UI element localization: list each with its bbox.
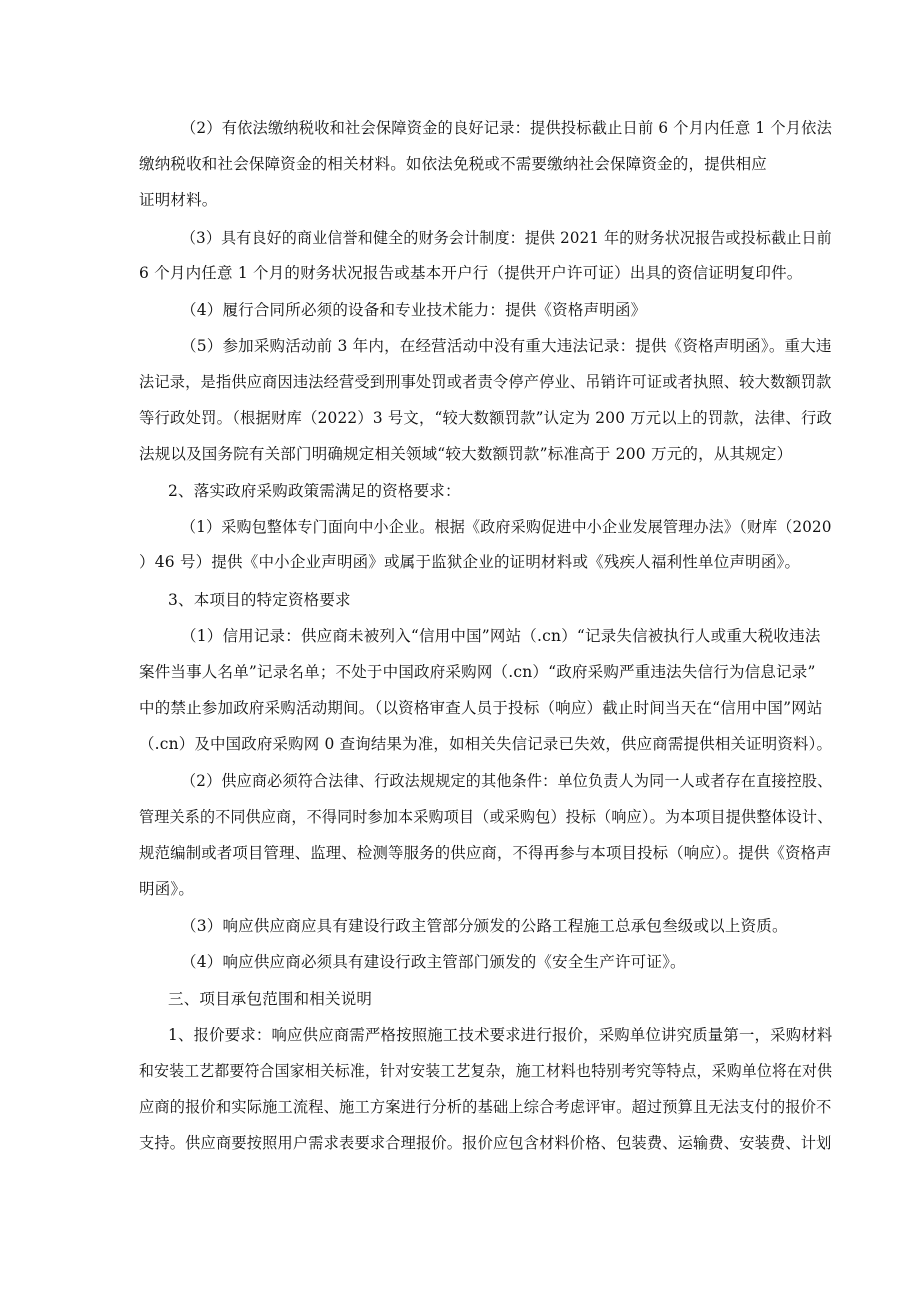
text-line-19: （2）供应商必须符合法律、行政法规规定的其他条件：单位负责人为同一人或者存在直接控股、	[181, 772, 833, 790]
text-line-14: 3、本项目的特定资格要求	[168, 591, 351, 609]
text-line-16: 案件当事人名单”记录名单；不处于中国政府采购网（.cn）“政府采购严重违法失信行为信息记录”	[139, 663, 816, 681]
text-line-6: （4）履行合同所必须的设备和专业技术能力：提供《资格声明函》	[181, 301, 647, 319]
text-line-13: ）46 号）提供《中小企业声明函》或属于监狱企业的证明材料或《残疾人福利性单位声明函》。	[139, 553, 801, 571]
text-line-26: 1、报价要求：响应供应商需严格按照施工技术要求进行报价，采购单位讲究质量第一，采购材料	[168, 1026, 833, 1044]
text-line-8: 法记录，是指供应商因违法经营受到刑事处罚或者责令停产停业、吊销许可证或者执照、较大数额罚款	[139, 373, 832, 391]
text-line-5: 6 个月内任意 1 个月的财务状况报告或基本开户行（提供开户许可证）出具的资信证明复印件。	[139, 264, 803, 282]
text-line-20: 管理关系的不同供应商，不得同时参加本采购项目（或采购包）投标（响应）。为本项目提供整体设计、	[139, 808, 833, 826]
text-line-29: 支持。供应商要按照用户需求表要求合理报价。报价应包含材料价格、包装费、运输费、安装费、计划	[139, 1134, 832, 1152]
text-line-25: 三、项目承包范围和相关说明	[168, 990, 373, 1008]
text-line-3: 证明材料。	[139, 191, 218, 209]
text-line-27: 和安装工艺都要符合国家相关标准，针对安装工艺复杂，施工材料也特别考究等特点，采购单位将在对供	[139, 1062, 833, 1080]
text-line-21: 规范编制或者项目管理、监理、检测等服务的供应商，不得再参与本项目投标（响应）。提供《资格声	[139, 844, 832, 862]
text-line-1: （2）有依法缴纳税收和社会保障资金的良好记录：提供投标截止日前 6 个月内任意 1 个月依法	[181, 119, 832, 137]
text-line-9: 等行政处罚。（根据财库（2022）3 号文，“较大数额罚款”认定为 200 万元以上的罚款，法律、行政	[139, 409, 832, 427]
text-line-7: （5）参加采购活动前 3 年内，在经营活动中没有重大违法记录：提供《资格声明函》。重大违	[181, 337, 832, 355]
text-line-28: 应商的报价和实际施工流程、施工方案进行分析的基础上综合考虑评审。超过预算且无法支付的报价不	[139, 1098, 832, 1116]
text-line-22: 明函》。	[139, 880, 195, 898]
text-line-4: （3）具有良好的商业信誉和健全的财务会计制度：提供 2021 年的财务状况报告或投标截止日前	[181, 229, 832, 247]
text-line-15: （1）信用记录：供应商未被列入“信用中国”网站（.cn）“记录失信被执行人或重大税收违法	[181, 627, 821, 645]
text-line-2: 缴纳税收和社会保障资金的相关材料。如依法免税或不需要缴纳社会保障资金的，提供相应	[139, 155, 768, 173]
text-line-11: 2、落实政府采购政策需满足的资格要求：	[168, 482, 461, 500]
text-line-17: 中的禁止参加政府采购活动期间。（以资格审查人员于投标（响应）截止时间当天在“信用中国”网站	[139, 699, 823, 717]
text-line-12: （1）采购包整体专门面向中小企业。根据《政府采购促进中小企业发展管理办法》（财库（2020	[181, 518, 832, 536]
text-line-23: （3）响应供应商应具有建设行政主管部分颁发的公路工程施工总承包叁级或以上资质。	[181, 917, 788, 935]
text-line-24: （4）响应供应商必须具有建设行政主管部门颁发的《安全生产许可证》。	[181, 953, 686, 971]
text-line-10: 法规以及国务院有关部门明确规定相关领域“较大数额罚款”标准高于 200 万元的，从其规定）	[139, 445, 793, 463]
text-line-18: （.cn）及中国政府采购网 0 查询结果为准，如相关失信记录已失效，供应商需提供相关证明资料）。	[139, 735, 833, 753]
